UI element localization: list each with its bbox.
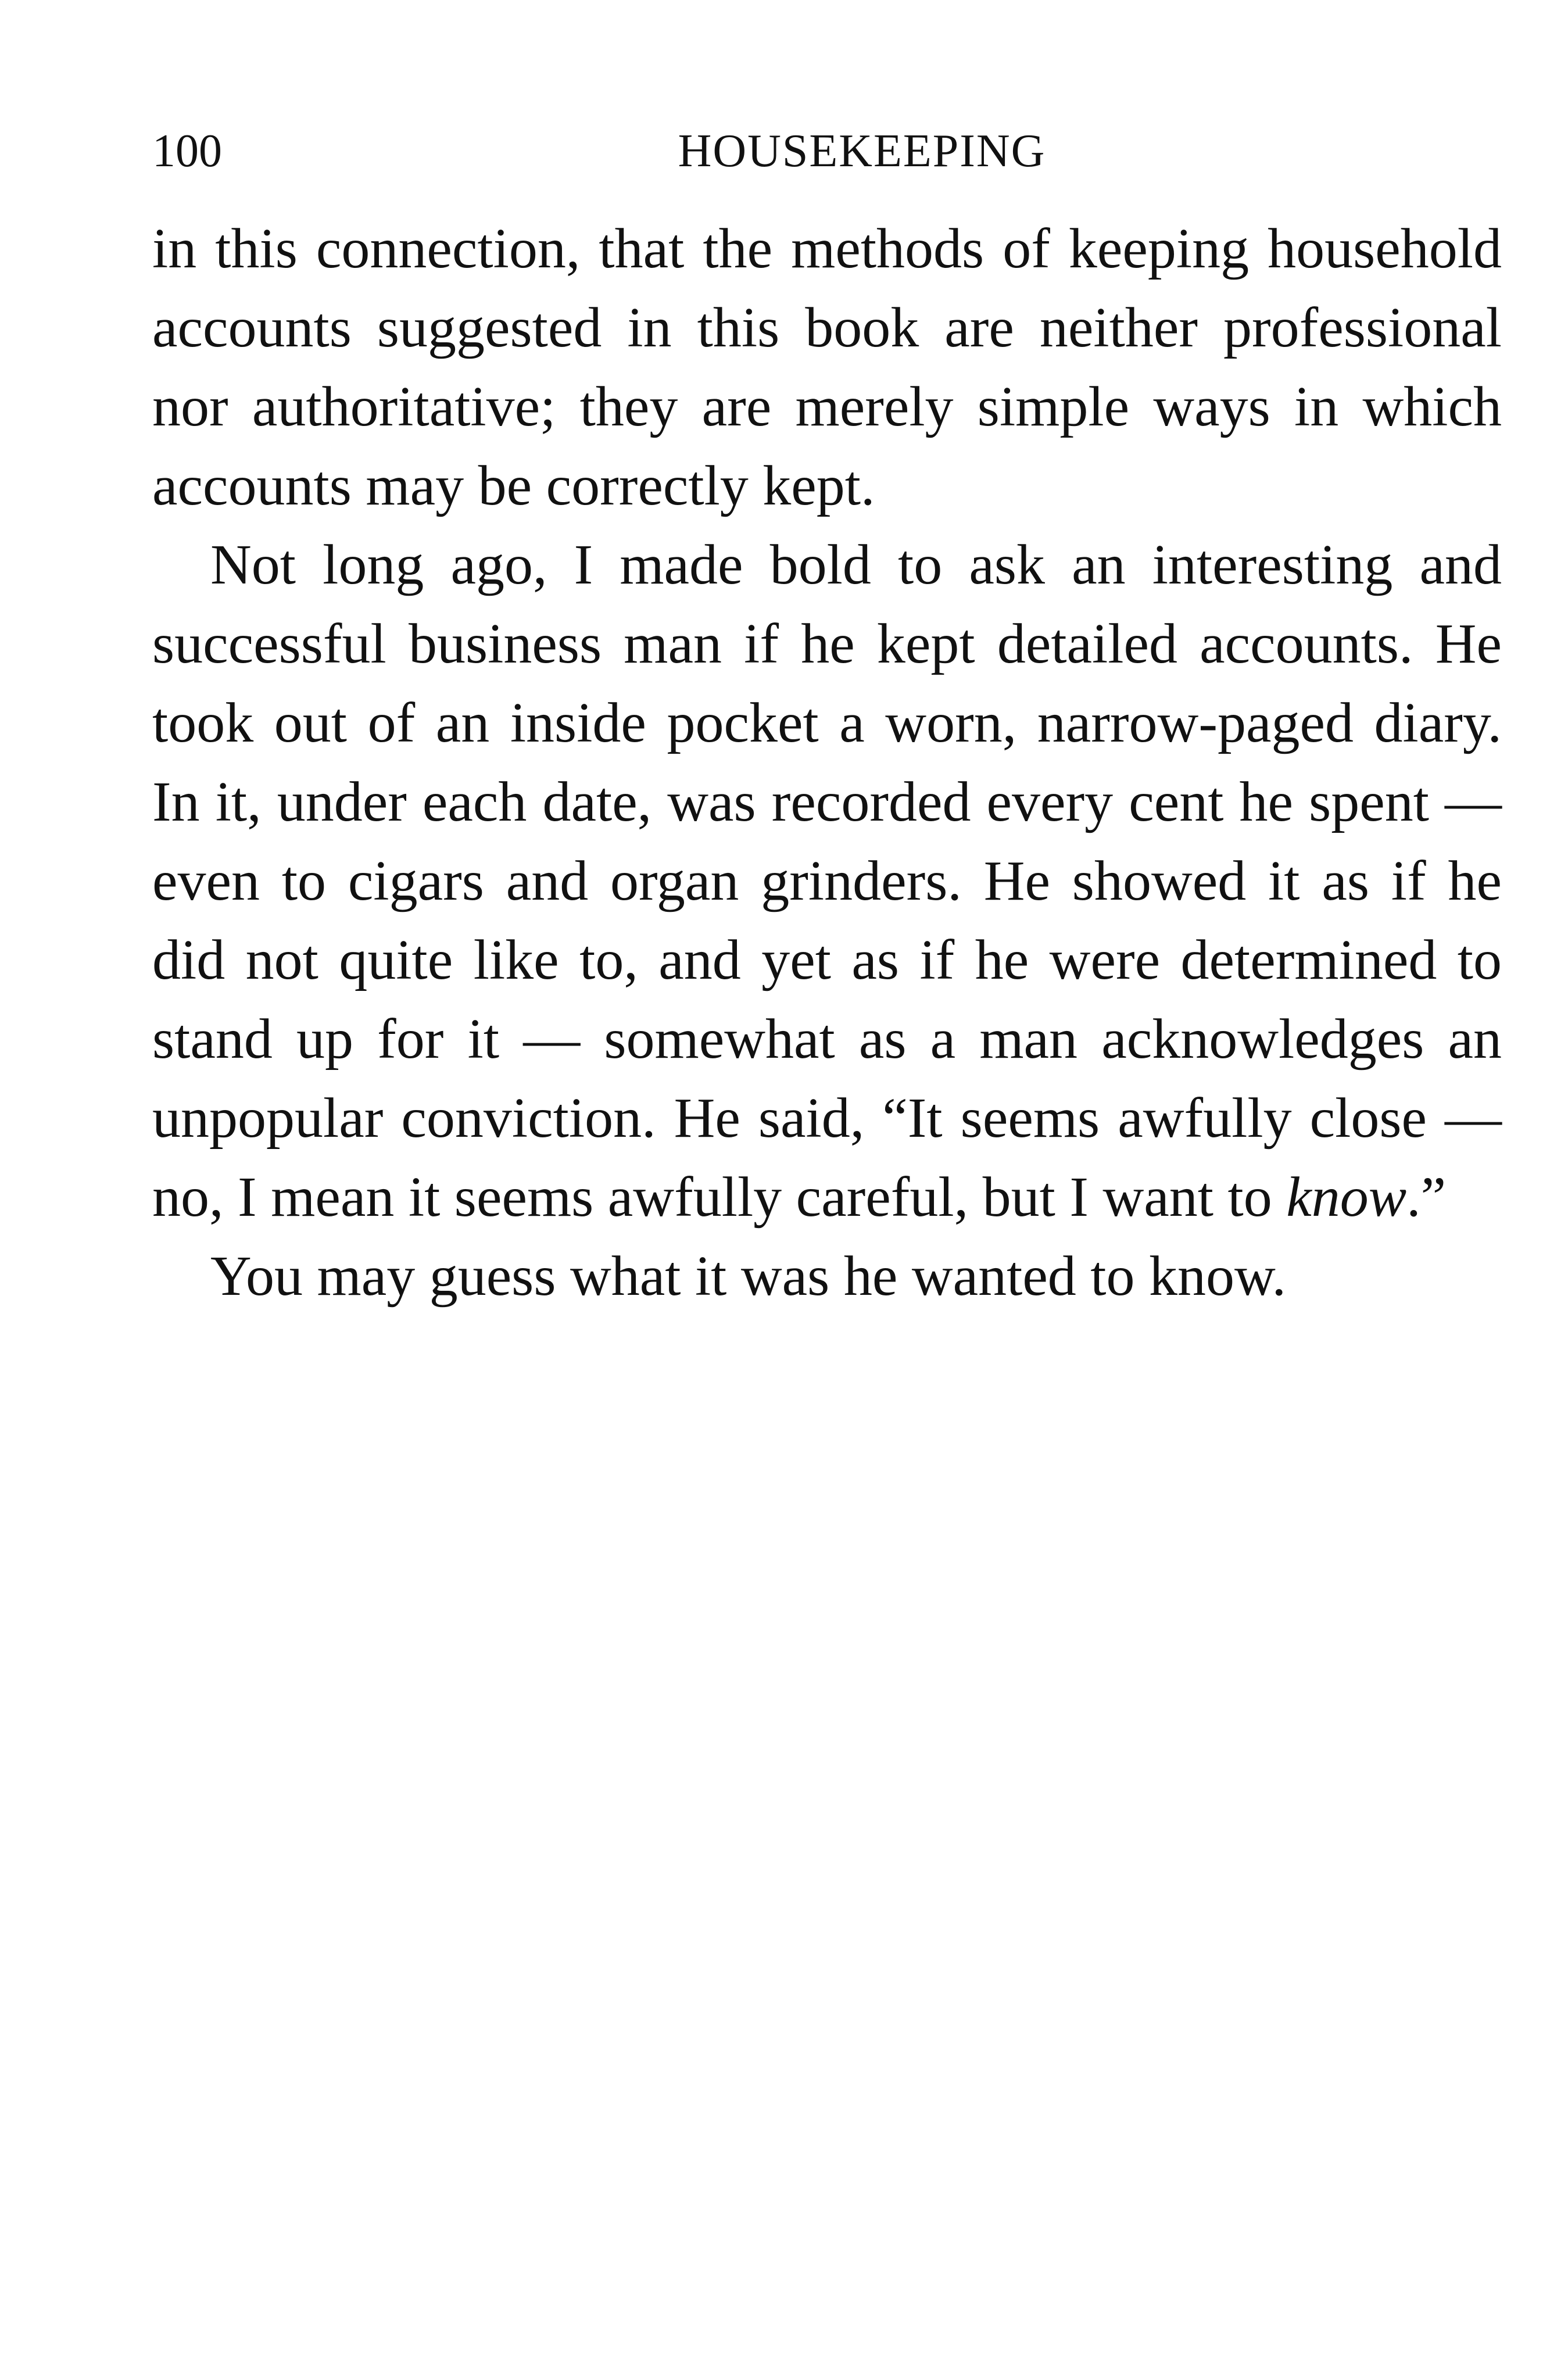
paragraph-continuation [152, 209, 1502, 525]
paragraph-text: in this connection, that the methods of keeping household accounts suggested in this book are neither professional nor authoritative; they are merely simple ways in which accounts may be correctly kept. [152, 217, 1502, 517]
running-head: HOUSEKEEPING [678, 126, 1046, 177]
paragraph-business-man [152, 525, 1502, 1237]
emphasized-word: know [1286, 1166, 1407, 1229]
page-number: 100 [152, 126, 222, 177]
paragraph-closing [152, 1237, 1502, 1316]
paragraph-tail: .” [1406, 1166, 1447, 1229]
paragraph-text: You may guess what it was he wanted to know. [210, 1245, 1286, 1308]
paragraph-text: Not long ago, I made bold to ask an interesting and successful business man if he kept detailed accounts. He took out of an inside pocket a worn, narrow-paged diary. In it, under each date, was recorded every cent he spent — even to cigars and organ grinders. He showed it as if he did not quite like to, and yet as if he were determined to stand up for it — somewhat as a man acknowledges an unpopular conviction. He said, “It seems awfully close — no, I mean it seems awfully careful, but I want to [152, 534, 1502, 1229]
body-text [152, 209, 1502, 1316]
page-header [152, 122, 1502, 180]
